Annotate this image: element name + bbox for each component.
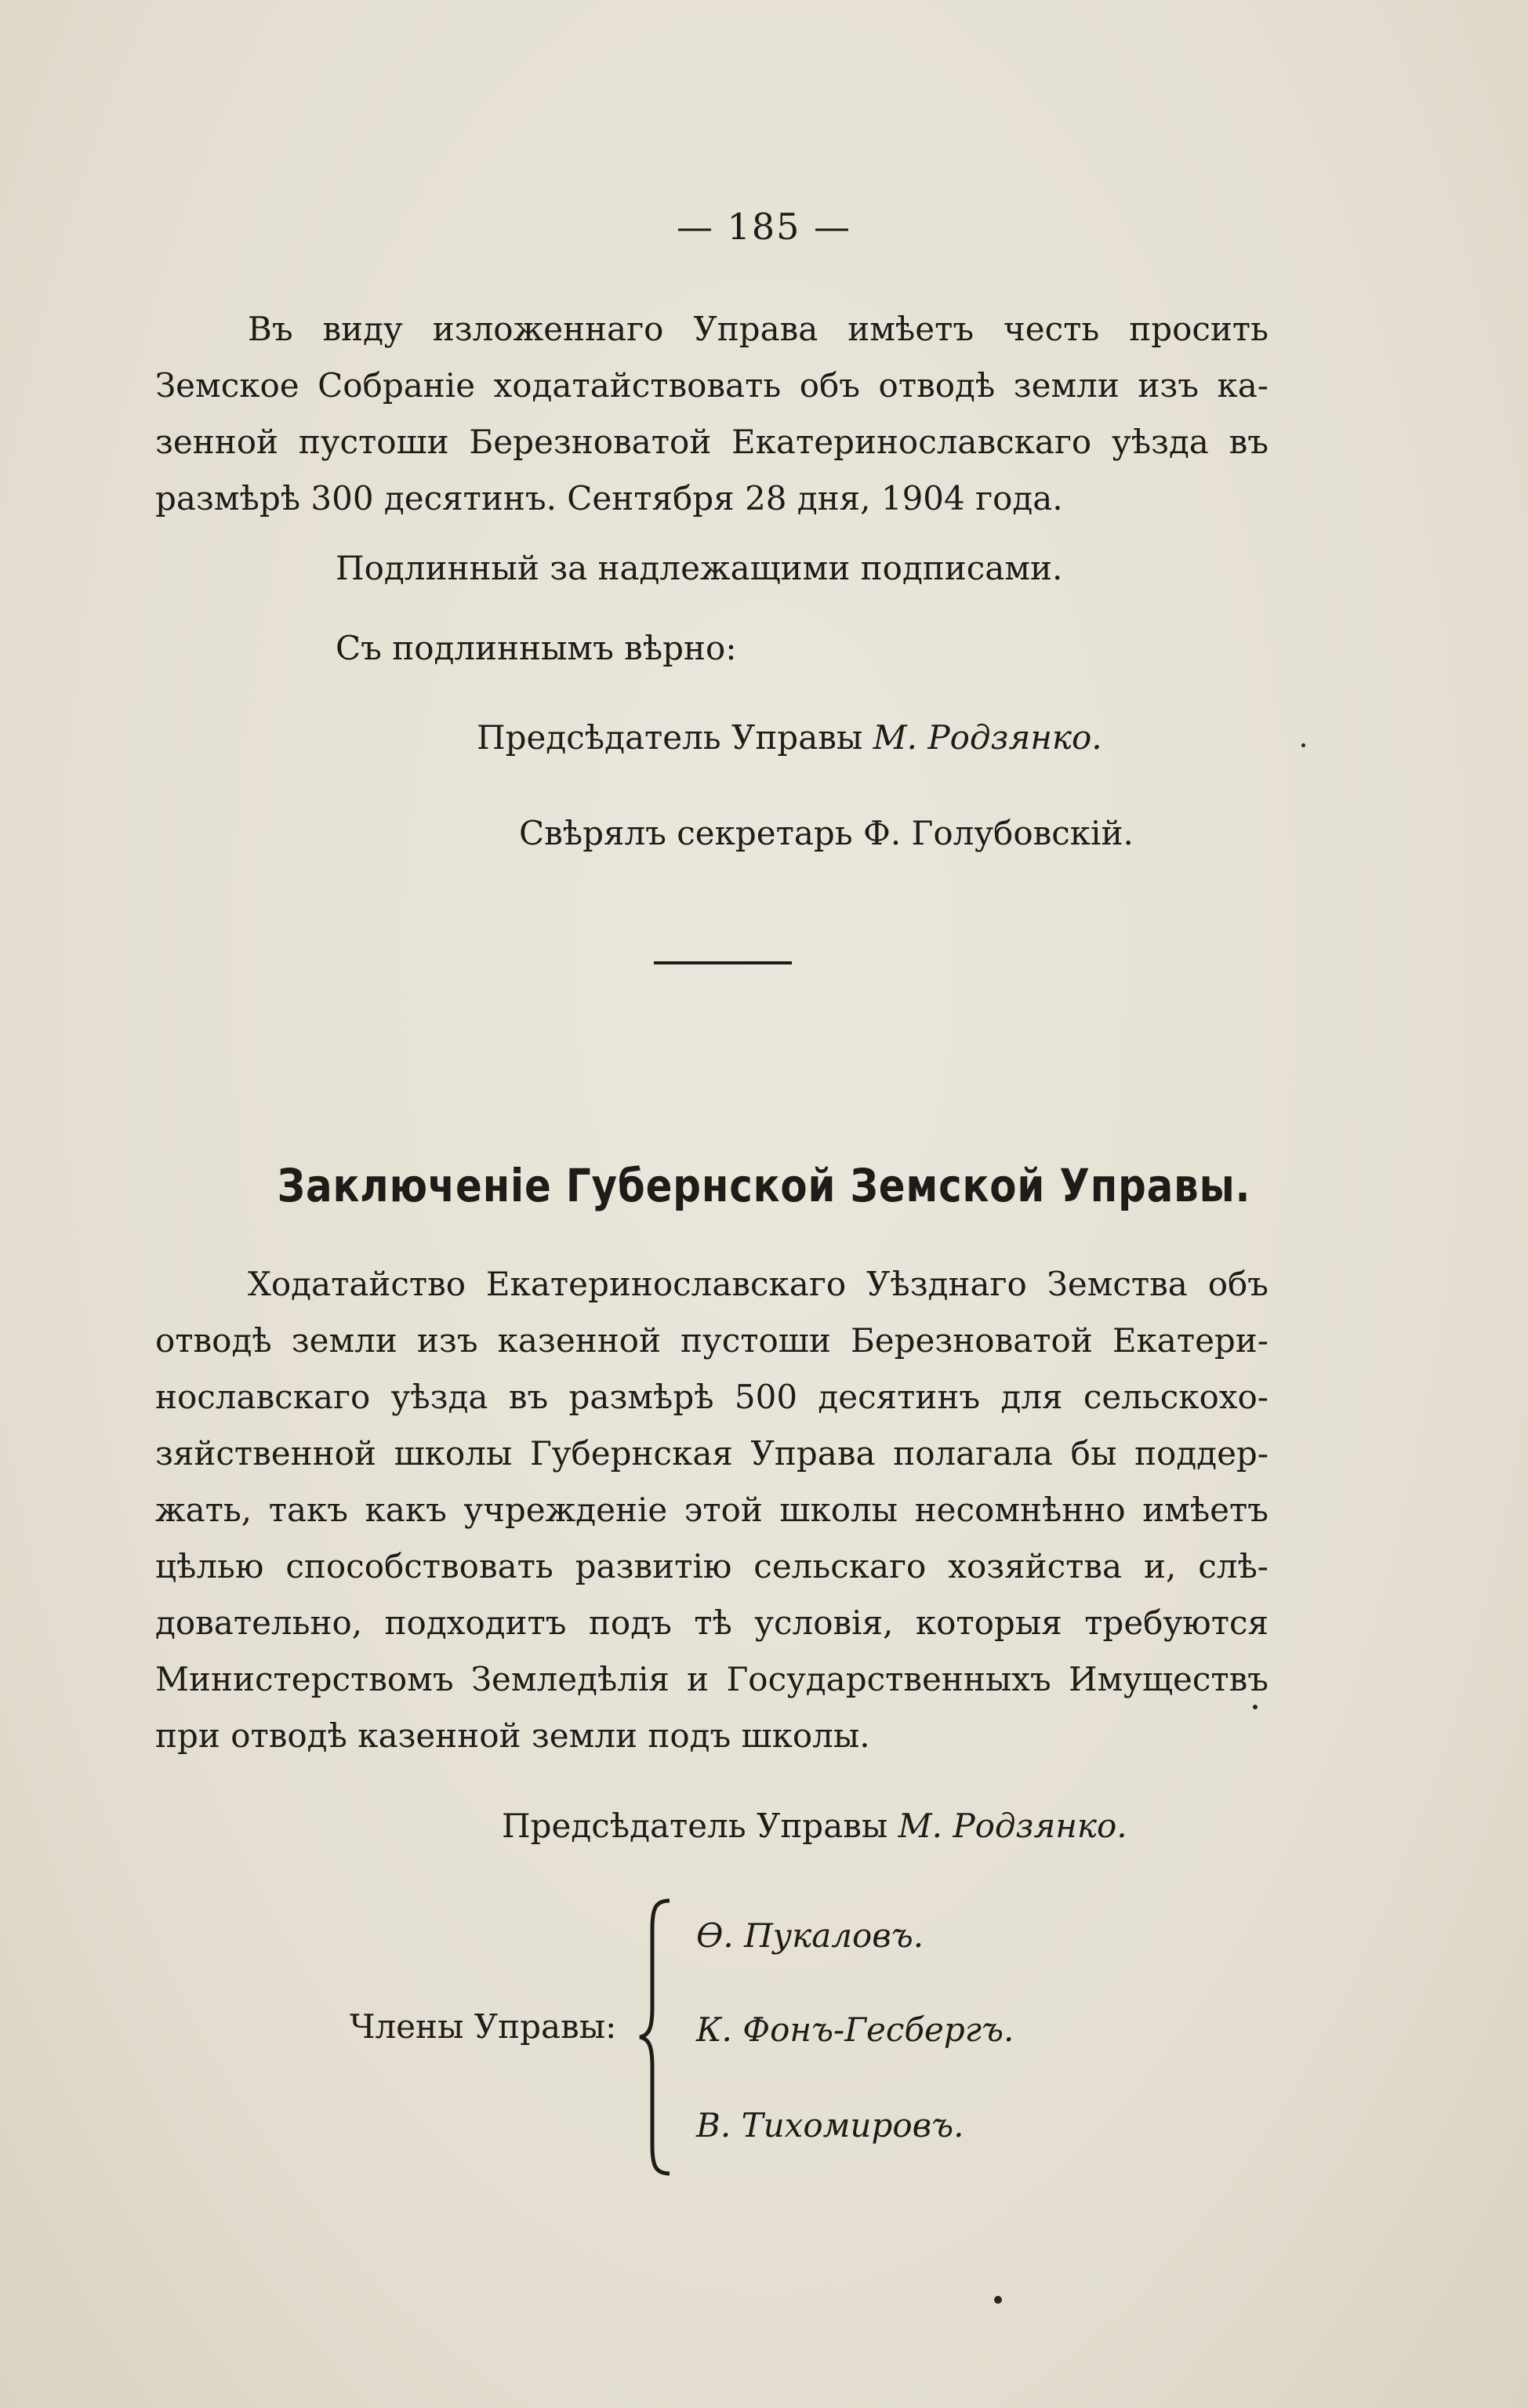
text-line: нославскаго уѣзда въ размѣрѣ 500 десятинъ для сельскохо- <box>155 1378 1268 1416</box>
text-line: Ходатайство Екатеринославскаго Уѣзднаго Земства объ <box>248 1265 1268 1303</box>
member-name-2: К. Фонъ-Гесбергъ. <box>696 2010 1014 2049</box>
chairman-name: М. Родзянко. <box>898 1807 1127 1845</box>
member-name-3: В. Тихомировъ. <box>696 2106 964 2145</box>
text-line: Земское Собраніе ходатайствовать объ отводѣ земли изъ ка- <box>155 366 1268 405</box>
section-heading: Заключеніе Губернской Земской Управы. <box>277 1159 1251 1212</box>
chairman-signature-2 <box>502 1807 1127 1845</box>
chairman-title: Предсѣдатель Управы <box>502 1807 888 1845</box>
paper-speck <box>994 2296 1002 2304</box>
text-line: довательно, подходитъ подъ тѣ условія, которыя требуются <box>155 1604 1268 1642</box>
page-number: — 185 — <box>676 205 852 248</box>
true-copy-note: Съ подлиннымъ вѣрно: <box>336 629 737 667</box>
text-line: цѣлью способствовать развитію сельскаго хозяйства и, слѣ- <box>155 1547 1268 1585</box>
chairman-name: М. Родзянко. <box>873 718 1102 757</box>
text-line: при отводѣ казенной земли подъ школы. <box>155 1716 870 1755</box>
text-line: зенной пустоши Березноватой Екатеринославскаго уѣзда въ <box>155 423 1268 461</box>
original-signed-note: Подлинный за надлежащими подписами. <box>336 549 1063 587</box>
text-line: Министерствомъ Земледѣлія и Государственныхъ Имуществъ <box>155 1660 1268 1698</box>
text-line: отводѣ земли изъ казенной пустоши Березноватой Екатери- <box>155 1321 1268 1360</box>
secretary-signature: Свѣрялъ секретарь Ф. Голубовскій. <box>519 814 1134 852</box>
paper-speck <box>1253 1705 1258 1709</box>
members-label: Члены Управы: <box>350 2007 617 2046</box>
paper-speck <box>1301 743 1305 747</box>
text-line: зяйственной школы Губернская Управа полагала бы поддер- <box>155 1434 1268 1473</box>
text-line: Въ виду изложеннаго Управа имѣетъ честь просить <box>248 310 1268 348</box>
member-name-1: Ѳ. Пукаловъ. <box>696 1916 924 1955</box>
curly-brace-icon <box>635 1898 679 2177</box>
paragraph-request <box>155 301 1268 527</box>
chairman-signature-1 <box>477 718 1102 757</box>
text-line: размѣрѣ 300 десятинъ. Сентября 28 дня, 1904 года. <box>155 479 1063 518</box>
text-line: жать, такъ какъ учрежденіе этой школы несомнѣнно имѣетъ <box>155 1491 1268 1529</box>
paragraph-conclusion <box>155 1256 1268 1764</box>
chairman-title: Предсѣдатель Управы <box>477 718 863 757</box>
section-divider <box>654 961 792 964</box>
